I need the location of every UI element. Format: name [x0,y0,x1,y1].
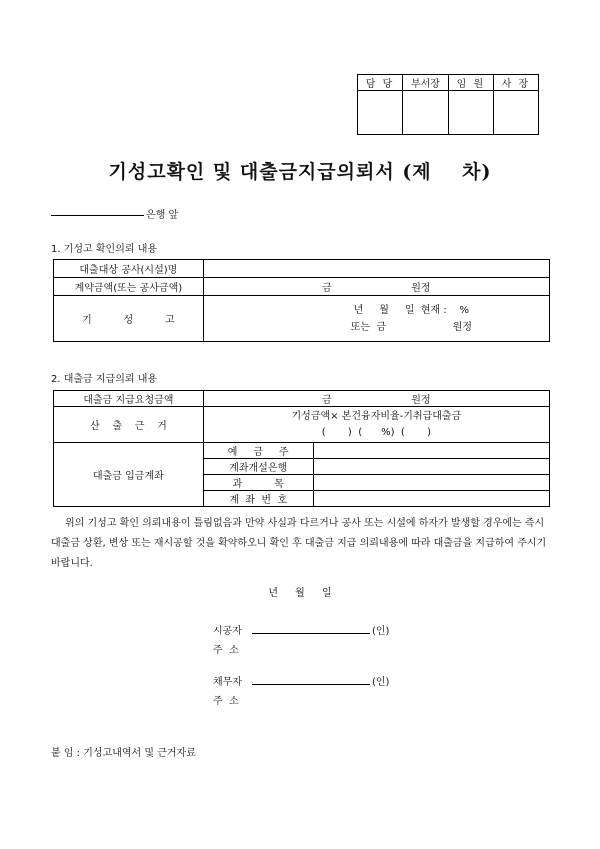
contract-amount-field[interactable]: 금 원정 [203,278,549,296]
calc-basis-field[interactable] [203,407,549,443]
account-bank-field[interactable] [313,459,549,475]
calc-basis-label: 산 출 근 거 [54,407,204,443]
account-type-label: 과 목 [203,475,313,491]
bank-suffix-label: 은행 앞 [146,210,179,221]
account-type-field[interactable] [313,475,549,491]
approval-sign-staff[interactable] [358,91,403,135]
project-name-field[interactable] [203,260,549,278]
pledge-paragraph: 위의 기성고 확인 의뢰내용이 틀림없음과 만약 사실과 다르거나 공사 또는 시설에 하자가 발생할 경우에는 즉시 대출금 상환, 변상 또는 재시공할 것을 확약하오니 확인 후 대출금 지급 의뢰내용에 따라 대출금을 지급하여 주시기 바랍니다. [51,518,547,569]
attachment-note: 붙 임 : 기성고내역서 및 근거자료 [51,748,196,759]
bank-name-field[interactable] [51,215,144,216]
progress-field[interactable] [203,296,549,342]
contract-amount-label: 계약금액(또는 공사금액) [54,278,204,296]
calc-formula: 기성금액× 본건융자비율-기취급대출금 [291,410,462,422]
progress-amount: 또는 금 원정 [350,321,473,333]
approval-header-president: 사 장 [493,75,538,91]
approval-box [357,74,539,135]
approval-sign-president[interactable] [493,91,538,135]
section2-heading: 2. 대출금 지급의뢰 내용 [51,374,158,385]
project-name-label: 대출대상 공사(시설)명 [54,260,204,278]
approval-header-executive: 임 원 [448,75,493,91]
debtor-address-label: 주 소 [213,696,239,707]
account-holder-label: 예 금 주 [203,443,313,459]
section2-table [53,390,550,507]
account-holder-field[interactable] [313,443,549,459]
section1-heading: 1. 기성고 확인의뢰 내용 [51,244,158,255]
approval-header-staff: 담 당 [358,75,403,91]
contractor-address-label: 주 소 [213,645,239,656]
progress-date-percent: 년 월 일 현재 : % [353,304,469,316]
progress-label: 기 성 고 [54,296,204,342]
contractor-seal: (인) [372,626,390,637]
account-number-label: 계 좌 번 호 [203,491,313,507]
calc-values: ( ) ( %) ( ) [321,426,431,438]
document-title: 기성고확인 및 대출금지급의뢰서 (제 차) [108,161,492,183]
contractor-name-field[interactable] [252,633,370,634]
account-label: 대출금 입금계좌 [54,443,204,507]
contractor-label: 시공자 [213,626,242,637]
approval-sign-executive[interactable] [448,91,493,135]
section1-table [53,259,550,342]
account-number-field[interactable] [313,491,549,507]
request-amount-label: 대출금 지급요청금액 [54,391,204,407]
approval-header-dept-head: 부서장 [403,75,449,91]
approval-sign-dept-head[interactable] [403,91,449,135]
debtor-label: 채무자 [213,677,242,688]
request-amount-field[interactable]: 금 원정 [203,391,549,407]
debtor-name-field[interactable] [252,684,370,685]
account-bank-label: 계좌개설은행 [203,459,313,475]
debtor-seal: (인) [372,677,390,688]
date-line[interactable]: 년 월 일 [268,588,332,599]
